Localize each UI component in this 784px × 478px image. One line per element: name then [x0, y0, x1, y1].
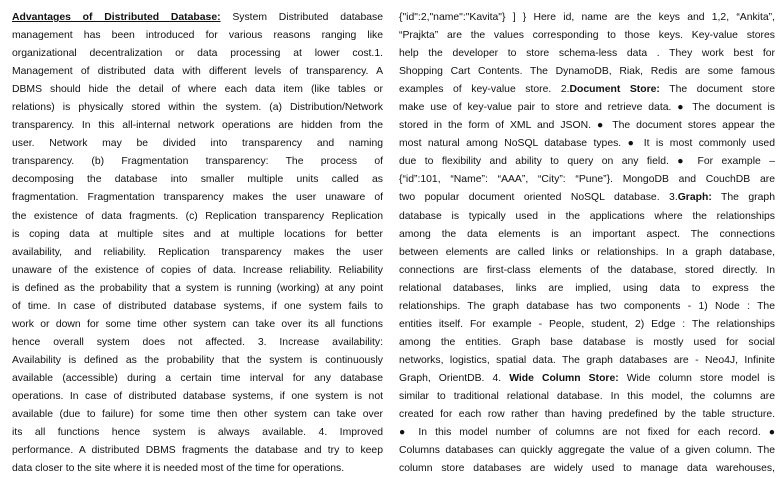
line-text: the existence of data fragments. (c) Replication transparency Replication	[12, 210, 383, 222]
line-text: relational databases, links are implied, using data to express the	[399, 282, 775, 294]
text-line	[399, 406, 775, 424]
line-text: transparency. In this all-internal network operations are hidden from the	[12, 120, 383, 132]
text-line	[12, 388, 383, 406]
right-text-column	[399, 9, 776, 475]
text-line	[399, 171, 775, 189]
text-line	[399, 370, 775, 388]
line-text: data closer to the site where it is needed most of the time for operations.	[12, 463, 345, 475]
line-text: is coping data at multiple sites and at multiple locations for better	[12, 228, 383, 240]
line-text: most natural among NoSQL database types. ● It is most commonly used	[399, 138, 775, 150]
text-line	[399, 153, 775, 171]
text-line	[399, 316, 775, 334]
text-line	[12, 27, 383, 45]
text-line	[12, 226, 383, 244]
text-line	[399, 388, 775, 406]
line-text: between elements are called links or relationships. In a graph database,	[399, 246, 775, 258]
line-text: {“id”:101, “Name”: “AAA”, “City”: “Pune”}. MongoDB and CouchDB are	[399, 174, 775, 186]
line-text: help the developer to store schema-less data . They work best for	[399, 48, 775, 60]
text-line	[12, 370, 383, 388]
text-line	[12, 189, 383, 207]
line-text: available (due to failure) for some time then other system can take over	[12, 409, 383, 421]
text-line	[12, 262, 383, 280]
line-text: The graph	[711, 192, 775, 204]
text-line	[12, 280, 383, 298]
text-line	[399, 135, 775, 153]
text-line	[12, 99, 383, 117]
text-line	[12, 460, 383, 478]
line-text: among the data elements is an important aspect. The connections	[399, 228, 775, 240]
text-line	[399, 244, 775, 262]
line-text: is defined as the probability that a system is running (working) at any point	[12, 282, 383, 294]
text-line	[399, 226, 775, 244]
bold-term: Wide Column Store:	[509, 372, 619, 384]
text-line	[399, 262, 775, 280]
text-line	[12, 171, 383, 189]
line-text: stored in the form of XML and JSON. ● The document stores appear the	[399, 120, 775, 132]
line-text: relations) is physically stored within the system. (a) Distribution/Network	[12, 102, 383, 114]
line-text: The document store	[659, 84, 776, 96]
line-text: Graph, OrientDB. 4.	[399, 372, 510, 384]
line-text: database is typically used in the applications where the relationships	[399, 210, 775, 222]
text-line	[12, 208, 383, 226]
line-text: due to flexibility and ability to query on any field. ● For example –	[399, 156, 775, 168]
text-line	[399, 334, 775, 352]
line-text: management has been introduced for various reasons ranging like	[12, 30, 383, 42]
line-text: column store databases are widely used to manage data warehouses,	[399, 463, 775, 475]
text-line	[12, 244, 383, 262]
line-text: Wide column store model is	[618, 372, 775, 384]
text-line	[399, 9, 775, 27]
line-text: created for each row rather than having predefined by the table structure.	[399, 409, 775, 421]
text-line	[399, 298, 775, 316]
line-text: fragmentation. Fragmentation transparency makes the user unaware of	[12, 192, 383, 204]
text-line	[12, 334, 383, 352]
line-text: examples of key-value store. 2.	[399, 84, 570, 96]
text-line	[399, 117, 775, 135]
line-text: ● In this model number of columns are not fixed for each record. ●	[399, 427, 775, 439]
line-text: user. Network may be divided into transparency and naming	[12, 138, 383, 150]
text-line	[399, 352, 775, 370]
text-line	[12, 45, 383, 63]
line-text: System Distributed database	[220, 12, 383, 23]
text-line	[12, 424, 383, 442]
line-text: make use of key-value pair to store and retrieve data. ● The document is	[399, 102, 775, 114]
line-text: unaware of the existence of copies of data. Increase reliability. Reliability	[12, 264, 383, 276]
bold-term: Document Store:	[569, 84, 660, 96]
text-line	[12, 352, 383, 370]
text-line	[399, 63, 775, 81]
text-line	[12, 406, 383, 424]
bold-term: Graph:	[677, 192, 712, 204]
text-line	[12, 153, 383, 171]
text-line	[399, 442, 775, 460]
line-text: Management of distributed data with different levels of transparency. A	[12, 66, 383, 78]
line-text: available (accessible) during a certain time interval for any database	[12, 372, 383, 384]
section-heading: Advantages of Distributed Database:	[12, 12, 221, 23]
text-line	[12, 298, 383, 316]
line-text: connections are first-class elements of the database, stored directly. In	[399, 264, 775, 276]
line-text: availability, and reliability. Replication transparency makes the user	[12, 246, 383, 258]
line-text: performance. A distributed DBMS fragments the database and try to keep	[12, 445, 383, 457]
left-text-column	[12, 9, 383, 475]
line-text: of time. In case of distributed database systems, if one system fails to	[12, 300, 383, 312]
line-text: DBMS should hide the detail of where each data item (like tables or	[12, 84, 383, 96]
text-line	[12, 442, 383, 460]
line-text: its all functions hence system is always available. 4. Improved	[12, 427, 383, 439]
text-line	[399, 460, 775, 478]
line-text: organizational decentralization or data processing at lower cost.1.	[12, 48, 383, 60]
text-line	[12, 81, 383, 99]
text-line	[399, 208, 775, 226]
text-line	[399, 81, 775, 99]
line-text: Columns databases can quickly aggregate the value of a given column. The	[399, 445, 775, 457]
text-line	[399, 27, 775, 45]
line-text: Shopping Cart Contents. The DynamoDB, Riak, Redis are some famous	[399, 66, 775, 78]
line-text: networks, logistics, spatial data. The graph databases are - Neo4J, Infinite	[399, 354, 775, 366]
line-text: “Prajkta” are the values corresponding to those keys. Key-value stores	[399, 30, 775, 42]
text-line	[399, 280, 775, 298]
line-text: relationships. The graph database has two components - 1) Node : The	[399, 300, 775, 312]
line-text: hence overall system does not affected. 3. Increase availability:	[12, 336, 383, 348]
line-text: operations. In case of distributed database systems, if one system is not	[12, 390, 383, 402]
text-line	[12, 135, 383, 153]
line-text: among the entities. Graph base database is mostly used for social	[399, 336, 775, 348]
line-text: {"id":2,"name":"Kavita"} ] } Here id, name are the keys and 1,2, “Ankita”,	[399, 12, 775, 23]
text-line	[12, 316, 383, 334]
text-line	[399, 45, 775, 63]
line-text: entities itself. For example - People, student, 2) Edge : The relationships	[399, 318, 775, 330]
line-text: transparency. (b) Fragmentation transparency: The process of	[12, 156, 383, 168]
text-line	[399, 424, 775, 442]
line-text: decomposing the database into smaller multiple units called as	[12, 174, 383, 186]
line-text: two popular document oriented NoSQL database. 3.	[399, 192, 678, 204]
line-text: similar to traditional relational database. In this model, the columns are	[399, 390, 775, 402]
line-text: Availability is defined as the probability that the system is continuously	[12, 354, 383, 366]
text-line	[12, 117, 383, 135]
text-line	[12, 9, 383, 27]
text-line	[399, 189, 775, 207]
text-line	[399, 99, 775, 117]
text-line	[12, 63, 383, 81]
line-text: work or down for some time other system can take over its all functions	[12, 318, 383, 330]
